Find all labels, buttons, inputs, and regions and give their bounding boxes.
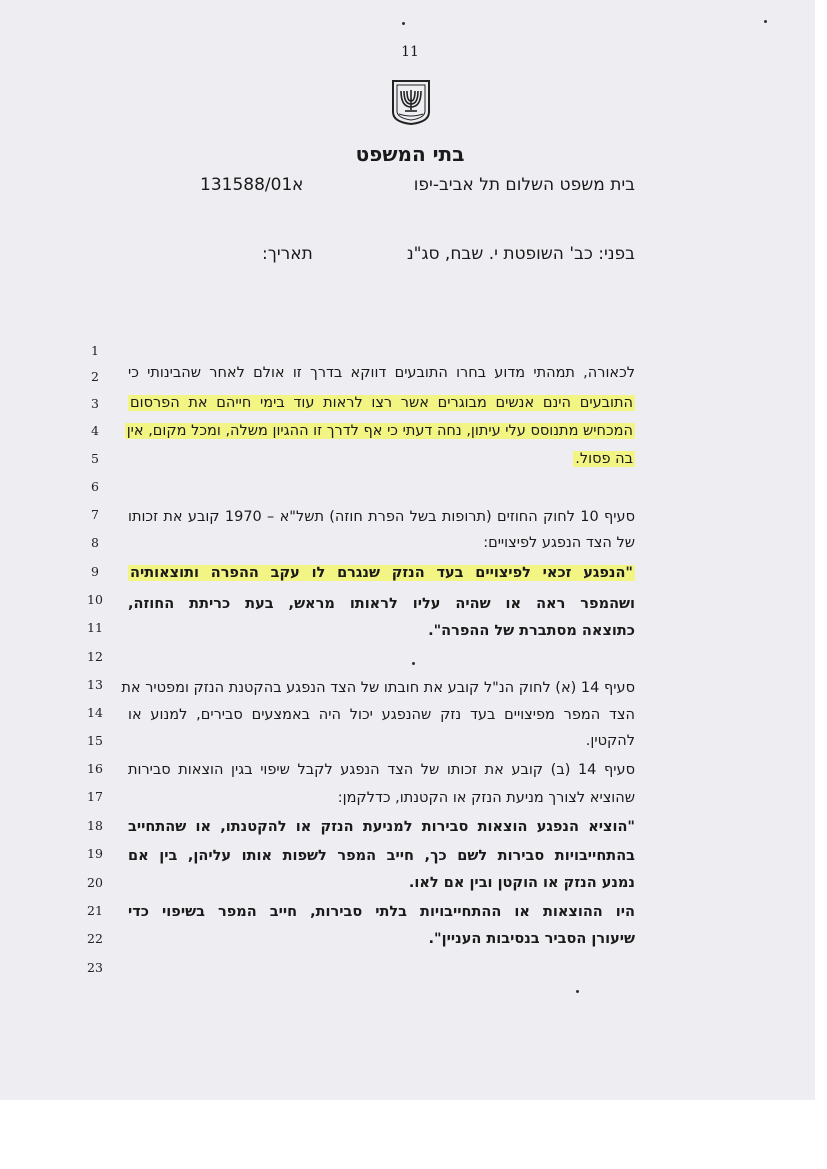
text-line: לכאורה, תמהתי מדוע בחרו התובעים דווקא בדרך זו אולם לאחר שהבינותי כי (128, 365, 635, 381)
quote-line (128, 563, 635, 583)
scan-speck (764, 20, 767, 23)
scan-speck (576, 990, 579, 993)
line-number: 12 (87, 649, 103, 664)
court-system-title: בתי המשפט (355, 142, 465, 166)
line-number: 20 (87, 875, 103, 890)
scan-speck (412, 662, 415, 665)
page-number: 11 (401, 44, 419, 60)
quote-line: נמנע הנזק או הוקטן ובין אם לאו. (408, 875, 635, 891)
line-number: 21 (87, 903, 103, 918)
text-line: סעיף 14 (א) לחוק הנ"ל קובע את חובתו של הצד הנפגע בהקטנת הנזק ומפטיר את (121, 680, 635, 696)
text-line: להקטין. (585, 733, 635, 749)
quote-line: שיעורן הסביר בנסיבות העניין". (428, 931, 635, 947)
line-number: 23 (87, 960, 103, 975)
line-number: 4 (91, 423, 99, 438)
judge-line: בפני: כב' השופטת י. שבח, סג"נ (406, 244, 635, 264)
line-number: 18 (87, 818, 103, 833)
text-line: של הצד הנפגע לפיצויים: (483, 535, 635, 551)
scan-speck (402, 22, 405, 25)
line-number: 10 (87, 592, 103, 607)
quote-line: ושהמפר ראה או שהיה עליו לראותו מראש, בעת כריתת החוזה, (128, 596, 635, 612)
line-number: 14 (87, 705, 103, 720)
line-number: 8 (91, 535, 99, 550)
line-number: 17 (87, 789, 103, 804)
court-name: בית משפט השלום תל אביב-יפו (413, 175, 635, 195)
highlighted-text: "הנפגע זכאי לפיצויים בעד הנזק שנגרם לו עקב ההפרה ותוצאותיה (130, 565, 633, 581)
case-number: 131588/01 (200, 175, 293, 195)
line-number: 16 (87, 761, 103, 776)
text-line (573, 449, 635, 469)
line-number: 15 (87, 733, 103, 748)
line-number: 19 (87, 846, 103, 861)
menorah-emblem-icon (390, 78, 432, 126)
text-line: הצד המפר מפיצויים בעד נזק שהנפגע יכול היה באמצעים סבירים, למנוע או (128, 707, 635, 723)
quote-line: כתוצאה מסתברת של ההפרה". (428, 623, 635, 639)
quote-line: בהתחייבויות סבירות לשם כך, חייב המפר לשפות אותו עליהן, בין אם (128, 848, 635, 864)
quote-line: היו ההוצאות או ההתחייבויות בלתי סבירות, חייב המפר בשיפוי כדי (128, 904, 635, 920)
highlighted-text: המכחיש מתנוסס עלי עיתון, נחה דעתי כי אף לדרך זו ההגיון משלה, ומכל מקום, אין (126, 423, 633, 439)
line-number: 2 (91, 369, 99, 384)
text-line (128, 421, 635, 441)
quote-line: "הוציא הנפגע הוצאות סבירות למניעת הנזק או להקטנתו, או שהתחייב (128, 819, 635, 835)
text-line: סעיף 14 (ב) קובע את זכותו של הצד הנפגע לקבל שיפוי בגין הוצאות סבירות (128, 762, 635, 778)
line-number: 7 (91, 507, 99, 522)
line-number: 13 (87, 677, 103, 692)
line-number: 1 (91, 343, 99, 358)
highlighted-text: התובעים הינם אנשים מבוגרים אשר רצו לראות עוד בימי חייהם את הפרסום (130, 395, 633, 411)
line-number: 3 (91, 396, 99, 411)
text-line (128, 393, 635, 413)
text-line: שהוציא לצורך מניעת הנזק או הקטנתו, כדלקמן: (337, 790, 635, 806)
date-label: תאריך: (262, 244, 313, 264)
line-number: 5 (91, 451, 99, 466)
text-line: סעיף 10 לחוק החוזים (תרופות בשל הפרת חוזה) תשל"א – 1970 קובע את זכותו (128, 509, 635, 525)
scan-margin (0, 1100, 827, 1169)
highlighted-text: בה פסול. (575, 451, 633, 467)
line-number: 11 (87, 620, 103, 635)
case-letter: א (292, 175, 304, 195)
line-number: 22 (87, 931, 103, 946)
line-number: 9 (91, 564, 99, 579)
line-number: 6 (91, 479, 99, 494)
